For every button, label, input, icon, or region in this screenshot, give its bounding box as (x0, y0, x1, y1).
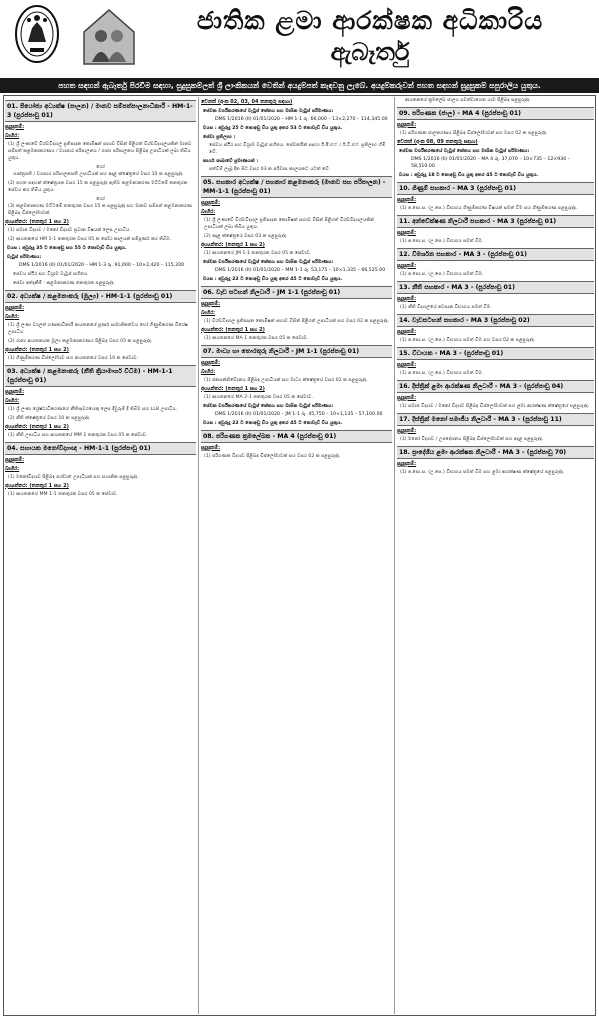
authority-logo (80, 6, 138, 66)
qualifications-heading: සුදුසුකම්: (5, 389, 25, 395)
age-text: වයස : අවුරුදු 35 ට නොඅඩු සහ 55 ට නොවැඩි විය යුතුය. (7, 246, 127, 251)
qualifications-heading: සුදුසුකම්: (5, 457, 25, 463)
vacancy-title: 08. පරිගණක ක්‍රමලේඛක - MA 4 (පුරප්පාඩු 01) (201, 430, 392, 443)
external-heading: බාහිර: (5, 314, 20, 320)
qualification-text: (2) නීති ක්ෂේත්‍රයේ වසර 10 ක පළපුරුද්ද. (8, 416, 91, 421)
qualification-text: (1) ආයතනයේ MA 1 තනතුරක වසර 05 ක සේවාව. (204, 336, 309, 341)
external-heading: බාහිර: (201, 310, 216, 316)
qualification-text: (1) නීති උපාධිය සහ ආයතනයේ MM 1 තනතුරක වසර 05 ක සේවාව. (8, 433, 148, 438)
qualification-text: (1) මනෝවිද්‍යාව පිළිබඳ පශ්චාත් උපාධියක් සහ සායනික පළපුරුද්ද. (8, 475, 139, 480)
qualification-text: (1) සමාජ විද්‍යාව / මනෝ විද්‍යාව පිළිබඳ ඩිප්ලෝමාවක් සහ ළමා ආරක්ෂණ ක්ෂේත්‍රයේ පළපුරුද්ද. (400, 404, 590, 409)
qualification-text: (1) ශ්‍රී ලංකාවේ විශ්වවිද්‍යාල ප්‍රතිපාදන කොමිෂන් සභාව විසින් පිළිගත් විශ්වවිද්‍යාලයකින් උපාධියක් ලබා තිබිය යුතුය. (204, 218, 374, 230)
vacancy-title: 02. අධ්‍යක්ෂ / කළමනාකරු (මූල්‍ය) - HM-1-1 (පුරප්පාඩු 01) (5, 290, 196, 303)
age-text: වයස : අවුරුදු 22 ට නොඅඩු විය යුතු අතර 45 ට නොවැඩි විය යුතුය. (203, 277, 343, 282)
vacancy-02 (5, 290, 196, 362)
column-divider (198, 97, 199, 1014)
vacancy-title: 07. මාධ්‍ය හා තොරතුරු නිලධාරී - JM 1-1 (පුරප්පාඩු 01) (201, 345, 392, 358)
qualifications-heading: සුදුසුකම්: (397, 428, 417, 434)
vacancy-06 (201, 286, 392, 342)
other-heading: වෙනත් (අංක 02, 03, 04 තනතුරු සඳහා) (201, 99, 293, 105)
vacancy-03 (5, 365, 196, 439)
vacancy-title: 06. වැඩ සටහන් නිලධාරී - JM 1-1 (පුරප්පාඩු 01) (201, 286, 392, 299)
vacancy-title: 12. විමර්ශන සහකාර - MA 3 - (පුරප්පාඩු 01) (397, 248, 594, 261)
age-text: වයස : අවුරුදු 22 ට නොඅඩු විය යුතු අතර 45 ට නොවැඩි විය යුතුය. (203, 421, 343, 426)
salary-heading: සේවක වර්ගීකරණයේ වැටුප් කේතය සහ මාසික වැටුප් පරිමාණය: (203, 260, 334, 265)
vacancy-title: 16. දිස්ත්‍රික් ළමා ආරක්ෂණ නිලධාරී - MA 3 - (පුරප්පාඩු 04) (397, 380, 594, 393)
salary-scale: DMS 1/2016 (II) 01/01/2020 – MM 1-1 රු. 53,175 – 10×1,335 – 66,525.00 (215, 268, 386, 273)
qualifications-heading: සුදුසුකම්: (397, 296, 417, 302)
vacancy-13 (397, 281, 594, 311)
qualification-text: (1) ආයතනයේ MM 1-1 තනතුරක වසර 05 ක සේවාව. (8, 492, 118, 497)
probation-text: පත්වීම් ලැබූ දින සිට වසර 03 ක පරිවාස කාලයකට යටත් වේ. (209, 167, 331, 172)
qualifications-heading: සුදුසුකම්: (397, 362, 417, 368)
vacancy-17 (397, 413, 594, 443)
organization-title: ජාතික ළමා ආරක්ෂක අධිකාරිය (196, 6, 544, 35)
qualification-text: (2) ආයතනයේ HM 1-1 තනතුරක වසර 05 ක සේවා කාලයක් සම්පූර්ණ කර තිබීම. (8, 237, 172, 242)
qualification-text: (1) ආයතනයේ JM 1-1 තනතුරක වසර 05 ක සේවාව. (204, 251, 312, 256)
qualifications-heading: සුදුසුකම්: (397, 461, 417, 467)
vacancy-05 (201, 176, 392, 283)
shared-terms-02-04 (201, 99, 392, 173)
internal-heading: අභ්‍යන්තර: (තනතුර 1 සහ 2) (5, 219, 69, 225)
column-3 (397, 97, 594, 1014)
qualification-text: (1) අ.පො.ස. (උ.පෙ.) විභාගය සමත් වීම. (400, 272, 484, 277)
continued-text: ආයතනයේ ක්‍රමලේඛ ජාලය පවත්වාගෙන යාම පිළිබඳ පළපුරුද්ද. (405, 98, 531, 103)
salary-scale: DMS 1/2016 (II) 01/01/2020 – JM 1-1 රු. 45,750 – 10×1,135 – 57,100.00 (215, 412, 383, 417)
vacancy-title: 01. පියෝජ්‍ය අධ්‍යක්ෂ (පාලන) / මානව සම්පත්පාලනාධිකාරී - HM-1-3 (පුරප්පාඩු 01) (5, 100, 196, 122)
qualifications-heading: සුදුසුකම්: (397, 230, 417, 236)
service-text: සේවය ස්ථිර සහ විශ්‍රාම වැටුප් සහිතය. සේවකයින් සඳහා ඊ.පී.එෆ්. / ඊ.ටී.එෆ්. ප්‍රතිලාභ හිමි වේ. (209, 143, 386, 155)
internal-heading: අභ්‍යන්තර: (තනතුර 1 සහ 2) (5, 424, 69, 430)
qualifications-heading: සුදුසුකම්: (397, 122, 417, 128)
qualifications-heading: සුදුසුකම්: (201, 360, 221, 366)
qualification-text: (2) රාජ්‍ය ආයතනයක මූල්‍ය කළමනාකරණය පිළිබඳ වසර 05 ක පළපුරුද්ද. (8, 339, 153, 344)
intro-banner: පහත සඳහන් ඇබෑර්තු පිරවීම සඳහා, සුදුසුකම්ලත් ශ්‍රී ලාංකිකයන් වෙතින් අයදුම්පත් කැඳවනු ලැබේ. අයදුම්කරුවන් පහත සඳහන් සුදුසුකම් සපුරාලිය යුතුය. (0, 78, 599, 93)
qualification-text: (1) ශ්‍රී ලංකා වරලත් ගණකාධිකාරී ආයතනයේ පූර්ණ සාමාජිකත්වය හෝ ගිණුම්කරණ විශේෂ උපාධිය. (8, 323, 189, 335)
internal-heading: අභ්‍යන්තර: (තනතුර 1 සහ 2) (201, 386, 265, 392)
salary-scale: DMS 1/2016 (II) 01/01/2020 – HM 1-1 රු. 66,000 – 13×2,270 – 114,345.00 (215, 117, 388, 122)
vacancy-11 (397, 215, 594, 245)
vacancy-12 (397, 248, 594, 278)
external-heading: බාහිර: (201, 369, 216, 375)
salary-heading: සේවක වර්ගීකරණයේ වැටුප් කේතය සහ මාසික වැටුප් පරිමාණය: (399, 149, 530, 154)
salary-scale: DMS 1/2016 (II) 01/01/2020 – HM 1-3 රු. 91,000 – 10×2,420 – 115,200 (19, 263, 185, 268)
qualification-text: ශාස්ත්‍රපති / ව්‍යාපාර පරිපාලනපති උපාධියක් සහ අදාළ ක්ෂේත්‍රයේ වසර 10 ක පළපුරුද්ද. (13, 172, 184, 177)
government-emblem-logo (14, 4, 60, 66)
qualifications-heading: සුදුසුකම්: (5, 124, 25, 130)
qualification-text: (1) ශ්‍රී ලංකා ශ්‍රේෂ්ඨාධිකරණයේ නීතිඥවරයෙකු ලෙස දිවුරුම් දී තිබීම සහ LLB උපාධිය. (8, 407, 178, 412)
qualifications-heading: සුදුසුකම්: (201, 200, 221, 206)
vacancy-18 (397, 446, 594, 476)
qualification-text: (1) නීති විද්‍යාලයේ අවසාන විභාගය සමත් වීම. (400, 305, 492, 310)
vacancy-08 (201, 430, 392, 460)
qualification-text: (1) ජනසන්නිවේදනය පිළිබඳ උපාධියක් සහ මාධ්‍ය ක්ෂේත්‍රයේ වසර 02 ක පළපුරුද්ද. (204, 378, 368, 383)
vacancy-15 (397, 347, 594, 377)
qualification-text: (1) පරිගණක විද්‍යාව පිළිබඳ ඩිප්ලෝමාවක් සහ වසර 02 ක පළපුරුද්ද. (204, 454, 341, 459)
service-heading: සේවා ප්‍රතිලාභ : (203, 135, 236, 140)
vacancy-10 (397, 182, 594, 212)
qualification-text: (1) ගිණුම්කරණ ඩිප්ලෝමාව සහ ආයතනයේ වසර 10 ක සේවාව. (8, 356, 139, 361)
qualification-text: (1) මනෝ විද්‍යාව / උපදේශනය පිළිබඳ ඩිප්ලෝමාවක් සහ අදාළ පළපුරුද්ද. (400, 437, 544, 442)
salary-heading: සේවක වර්ගීකරණයේ වැටුප් කේතය සහ මාසික වැටුප් පරිමාණය: (203, 404, 334, 409)
vacancy-title: 11. අන්වේක්ෂණ නිලධාරී සහකාර - MA 3 (පුරප්පාඩු 01) (397, 215, 594, 228)
external-heading: බාහිර: (5, 466, 20, 472)
service-text: සේවය ස්ථිර සහ විශ්‍රාම වැටුප් සහිතය. (13, 272, 89, 277)
qualification-text: (2) අදාළ ක්ෂේත්‍රයේ වසර 03 ක පළපුරුද්ද. (204, 234, 288, 239)
qualifications-heading: සුදුසුකම්: (201, 445, 221, 451)
vacancy-01 (5, 100, 196, 287)
salary-scale: DMS 1/2016 (II) 01/01/2020 – MA 4 රු. 37,070 – 10×735 – 12×930 – 58,510.00 (411, 157, 571, 169)
column-divider (394, 97, 395, 1014)
vacancy-07 (201, 345, 392, 427)
qualification-text: (1) අ.පො.ස. (උ.පෙ.) විභාගය ගිණුම්කරණ විෂයන් සමත් වීම සහ ගිණුම්කරණ පළපුරුද්ද. (400, 206, 578, 211)
vacancy-title: 17. දිස්ත්‍රික් මනෝ සමාජීය නිලධාරී - MA 3 - (පුරප්පාඩු 11) (397, 413, 594, 426)
qualification-text: (2) පහත සඳහන් ක්ෂේත්‍රයක වසර 15 ක පළපුරුද්ද ඇතිව කළමනාකරණ මට්ටමේ තනතුරක සේවය කර තිබිය යුතුය. (8, 181, 188, 193)
vacancy-title: 18. ප්‍රාදේශීය ළමා ආරක්ෂක නිලධාරී - MA 3 - (පුරප්පාඩු 70) (397, 446, 594, 459)
age-text: වයස : අවුරුදු 25 ට නොඅඩු විය යුතු අතර 53 ට නොවැඩි විය යුතුය. (203, 126, 343, 131)
salary-heading: සේවක වර්ගීකරණයේ වැටුප් කේතය සහ මාසික වැටුප් පරිමාණය: (203, 109, 334, 114)
vacancy-title: 05. සහකාර අධ්‍යක්ෂ / සහකාර කළමනාකරු (මානව සහ පරිපාලන) - MM-1-1 (පුරප්පාඩු 01) (201, 176, 392, 198)
internal-heading: අභ්‍යන්තර: (තනතුර 1 සහ 2) (5, 483, 69, 489)
qualification-text: (3) කළමනාකරණ මට්ටමේ තනතුරක වසර 15 ක පළපුරුද්ද සහ මානව සම්පත් කළමනාකරණ පිළිබඳ ඩිප්ලෝමාවක්. (8, 204, 192, 216)
salary-heading: වැටුප් පරිමාණය: (7, 255, 42, 260)
external-heading: බාහිර: (5, 133, 20, 139)
age-text: වයස : අවුරුදු 18 ට නොඅඩු විය යුතු අතර 45 ට නොවැඩි විය යුතුය. (399, 173, 539, 178)
external-heading: බාහිර: (5, 398, 20, 404)
or-text: හෝ (96, 165, 105, 170)
vacancy-title: 09. පරිගණක (ජාල) - MA 4 (පුරප්පාඩු 01) (397, 107, 594, 120)
vacancy-14 (397, 314, 594, 344)
qualification-text: (1) ශ්‍රී ලංකාවේ විශ්වවිද්‍යාල ප්‍රතිපාදන කොමිෂන් සභාව විසින් පිළිගත් විශ්වවිද්‍යාලයකින් මානව සම්පත් කළමනාකරණය / ව්‍යාපාර පරිපාලනය / රාජ්‍ය පරිපාලනය පිළිබඳ උපාධියක් ලබා තිබිය යුතුය. (8, 142, 192, 161)
qualification-text: (1) අ.පො.ස. (උ.පෙ.) විභාගය සමත් වීම. (400, 371, 484, 376)
vacancy-09 (397, 107, 594, 179)
page-header (0, 0, 599, 78)
probation-heading: කාර්ය ශාඛාවේ ප්‍රමාණයන් : (203, 159, 259, 164)
vacancy-16 (397, 380, 594, 410)
vacancy-title: 03. අධ්‍යක්ෂ / කළමනාකරු (නීති ක්‍රියාමාර්ග විධිම) - HM-1-1 (පුරප්පාඩු 01) (5, 365, 196, 387)
qualifications-heading: සුදුසුකම්: (397, 329, 417, 335)
qualification-text: (1) අ.පො.ස. (උ.පෙ.) විභාගය සමත් වීම. (400, 239, 484, 244)
qualification-text: (1) ආයතනයේ MA 2-1 තනතුරක වසර 05 ක සේවාව. (204, 395, 314, 400)
vacancy-title: 10. ගිණුම් සහකාර - MA 3 (පුරප්පාඩු 01) (397, 182, 594, 195)
or-text: හෝ (96, 197, 105, 202)
qualification-text: (1) අ.පො.ස. (උ.පෙ.) විභාගය සමත් වීම සහ වසර 02 ක පළපුරුද්ද. (400, 338, 536, 343)
column-2 (201, 97, 392, 1014)
internal-heading: අභ්‍යන්තර: (තනතුර 1 සහ 2) (201, 327, 265, 333)
vacancy-title: 13. නීති සහකාර - MA 3 - (පුරප්පාඩු 01) (397, 281, 594, 294)
qualifications-heading: සුදුසුකම්: (397, 263, 417, 269)
external-heading: බාහිර: (201, 209, 216, 215)
vacancy-title: 15. විධායක - MA 3 - (පුරප්පාඩු 01) (397, 347, 594, 360)
other-heading: වෙනත් (අංක 08, 09 තනතුරු සඳහා) (397, 139, 478, 145)
qualification-text: (1) පරිගණක ජාලකරණය පිළිබඳ ඩිප්ලෝමාවක් සහ වසර 02 ක පළපුරුද්ද. (400, 131, 548, 136)
qualifications-heading: සුදුසුකම්: (201, 301, 221, 307)
column-1 (5, 97, 196, 1014)
qualification-text: (1) අ.පො.ස. (උ.පෙ.) විභාගය සමත් වීම සහ ළමා ආරක්ෂණ ක්ෂේත්‍රයේ පළපුරුද්ද. (400, 470, 565, 475)
qualifications-heading: සුදුසුකම්: (397, 197, 417, 203)
qualification-text: (1) සමාජ විද්‍යාව / මනෝ විද්‍යාව ප්‍රධාන විෂයක් ලෙස උපාධිය. (8, 228, 131, 233)
qualifications-heading: සුදුසුකම්: (397, 395, 417, 401)
qualifications-heading: සුදුසුකම්: (5, 305, 25, 311)
internal-heading: අභ්‍යන්තර: (තනතුර 1 සහ 2) (5, 347, 69, 353)
vacancy-title: 04. සහායක මනෝවිද්‍යාඥ - HM-1-1 (පුරප්පාඩු 01) (5, 442, 196, 455)
internal-heading: අභ්‍යන්තර: (තනතුර 1 සහ 2) (201, 242, 265, 248)
vacancy-04 (5, 442, 196, 498)
vacancy-title: 14. වැඩසටහන් සහකාර - MA 3 (පුරප්පාඩු 02) (397, 314, 594, 327)
qualification-text: (1) විශ්වවිද්‍යාල ප්‍රතිපාදන කොමිෂන් සභාව විසින් පිළිගත් උපාධියක් සහ වසර 02 ක පළපුරුද්ද. (204, 319, 390, 324)
page-title: ඇබෑර්තු (330, 38, 410, 66)
experience-text: සේවා අත්දැකීම් : කළමනාකරණ තනතුරක පළපුරුද්ද. (13, 281, 116, 286)
